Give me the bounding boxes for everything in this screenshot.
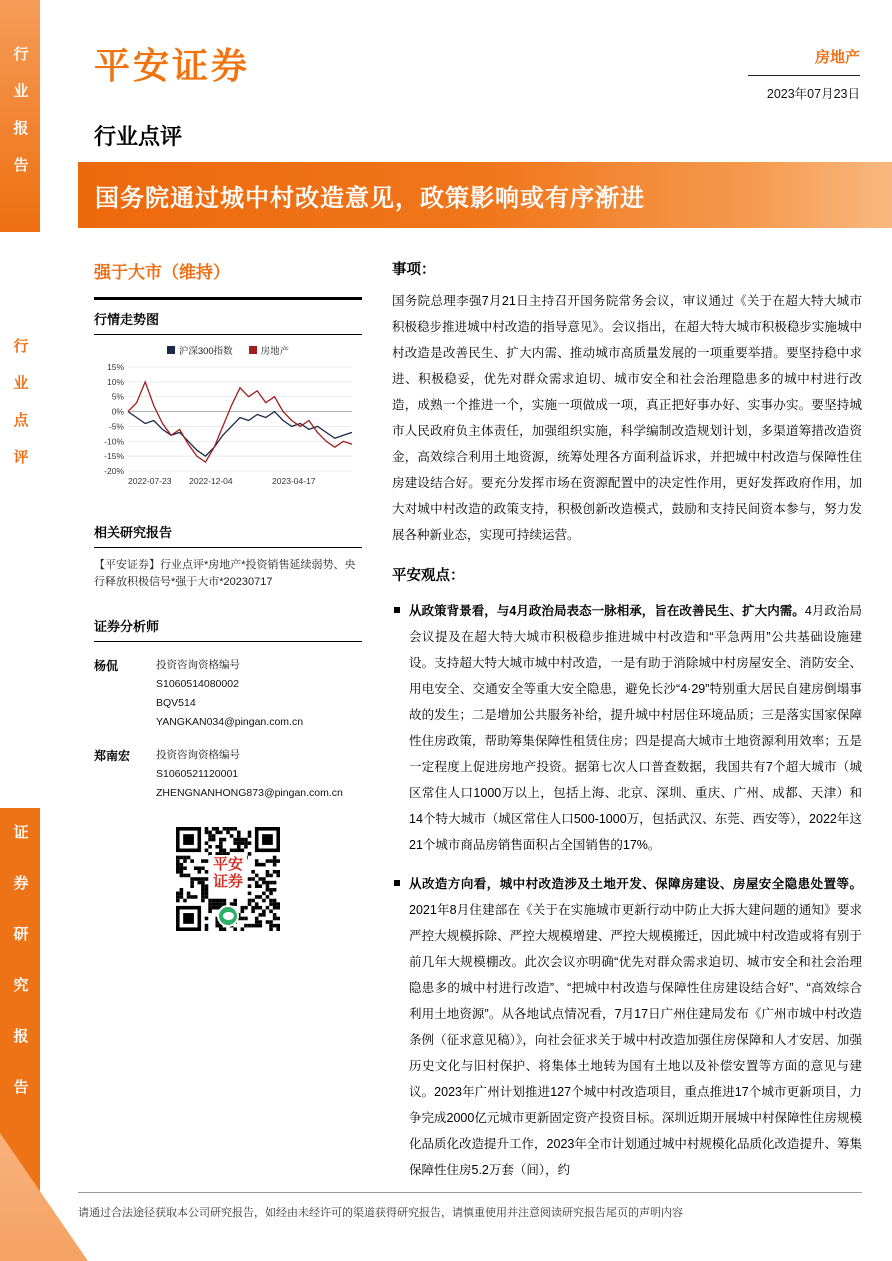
analyst-cert-label: 投资咨询资格编号 bbox=[156, 749, 240, 761]
legend-item: 房地产 bbox=[249, 343, 290, 357]
left-column bbox=[94, 258, 362, 1189]
chart-legend bbox=[94, 343, 362, 357]
analyst-row bbox=[94, 656, 362, 732]
content-columns bbox=[94, 258, 862, 1189]
analyst-cert-no: S1060514080002 bbox=[156, 678, 239, 690]
bullet-body: 2021年8月住建部在《关于在实施城市更新行动中防止大拆大建问题的通知》要求严控大规模拆除、严控大规模增建、严控大规模搬迁，因此城中村改造或将有别于前几年大规模棚改。此次会议亦明确“优先对群众需求迫切、城市安全和社会治理隐患多的城中村进行改造”、“把城中村改造与保障性住房建设结合好”、“高效综合利用土地资源”。从各地试点情况看，7月17日广州住建局发布《广州市城中村改造条例（征求意见稿）》，向社会征求关于城中村改造加强住房保障和人才安居、加强历史文化与旧村保护、将集体土地转为国有土地以及补偿安置等方面的意见与建议。2023年广州计划推进127个城中村改造项目，重点推进17个城市更新项目，力争完成2000亿元城市更新固定资产投资目标。深圳近期开展城中村保障性住房规模化品质化改造提升工作，2023年全市计划通过城中村规模化品质化改造提升、筹集保障性住房5.2万套（间），约 bbox=[409, 903, 862, 1177]
bullet-marker bbox=[394, 880, 400, 886]
viewpoint-bullet bbox=[392, 598, 862, 858]
analyst-cert-label: 投资咨询资格编号 bbox=[156, 659, 240, 671]
svg-text:2022-07-23: 2022-07-23 bbox=[128, 476, 172, 486]
sidebar-research-report-label: 证券研究报告 bbox=[11, 824, 29, 1130]
legend-item: 沪深300指数 bbox=[167, 343, 233, 357]
viewpoint-bullet bbox=[392, 871, 862, 1183]
bullet-lead: 从改造方向看，城中村改造涉及土地开发、保障房建设、房屋安全隐患处置等。 bbox=[409, 877, 862, 891]
title-banner bbox=[78, 162, 892, 228]
sidebar-report-type-label: 行业点评 bbox=[11, 338, 29, 486]
analyst-name: 杨侃 bbox=[94, 659, 119, 673]
bullet-text bbox=[409, 598, 862, 858]
bullet-text bbox=[409, 871, 862, 1183]
bullet-body: 4月政治局会议提及在超大特大城市积极稳步推进城中村改造和“平急两用”公共基础设施建设。支持超大特大城市城中村改造，一是有助于消除城中村房屋安全、消防安全、用电安全、交通安全等重大安全隐患，避免长沙“4·29”特别重大居民自建房倒塌事故的发生；二是增加公共服务补给，提升城中村居住环境品质；三是落实国家保障性住房政策，帮助筹集保障性租赁住房；四是提高大城市土地资源利用效率；五是一定程度上促进房地产投资。据第七次人口普查数据，我国共有7个超大城市（城区常住人口1000万以上，包括上海、北京、深圳、重庆、广州、成都、天津）和14个特大城市（城区常住人口500-1000万，包括武汉、东莞、西安等），2022年这21个城市商品房销售面积占全国销售的17%。 bbox=[409, 604, 862, 852]
analyst-info bbox=[156, 656, 303, 732]
sidebar-top-band bbox=[0, 0, 40, 232]
svg-text:-5%: -5% bbox=[108, 421, 124, 432]
svg-text:-10%: -10% bbox=[104, 436, 124, 447]
trend-chart bbox=[94, 359, 362, 497]
analyst-section-title: 证券分析师 bbox=[94, 607, 362, 642]
analyst-license: BQV514 bbox=[156, 697, 196, 709]
footer-disclaimer: 请通过合法途径获取本公司研究报告，如经由未经许可的渠道获得研究报告，请慎重使用并注意阅读研究报告尾页的声明内容 bbox=[78, 1192, 862, 1220]
wechat-icon bbox=[217, 905, 239, 927]
report-date: 2023年07月23日 bbox=[766, 87, 860, 101]
analyst-row bbox=[94, 746, 362, 803]
chart-section-title: 行情走势图 bbox=[94, 300, 362, 335]
related-report-item: 【平安证券】行业点评*房地产*投资销售延续弱势、央行释放积极信号*强于大市*20230717 bbox=[94, 559, 356, 588]
qr-brand-label: 平安证券 bbox=[209, 855, 247, 891]
svg-text:5%: 5% bbox=[111, 391, 124, 402]
analyst-info bbox=[156, 746, 343, 803]
analyst-cert-no: S1060521120001 bbox=[156, 768, 239, 780]
analyst-name: 郑南宏 bbox=[94, 749, 131, 763]
sidebar-mid-band bbox=[0, 338, 40, 538]
page-title: 国务院通过城中村改造意见，政策影响或有序渐进 bbox=[95, 184, 645, 212]
report-type-heading: 行业点评 bbox=[94, 124, 183, 149]
rating-badge: 强于大市（维持） bbox=[94, 263, 230, 282]
svg-text:15%: 15% bbox=[106, 362, 124, 372]
header-meta bbox=[748, 46, 860, 102]
svg-text:-15%: -15% bbox=[104, 451, 124, 462]
sector-label: 房地产 bbox=[748, 46, 860, 76]
right-column bbox=[392, 258, 862, 1189]
brand-logo: 平安证券 bbox=[94, 46, 251, 86]
bullet-marker bbox=[394, 607, 400, 613]
svg-text:0%: 0% bbox=[111, 406, 124, 417]
svg-text:10%: 10% bbox=[106, 376, 124, 387]
event-body: 国务院总理李强7月21日主持召开国务院常务会议，审议通过《关于在超大特大城市积极稳步推进城中村改造的指导意见》。会议指出，在超大特大城市积极稳步实施城中村改造是改善民生、扩大内需、推动城市高质量发展的一项重要举措。要坚持稳中求进、积极稳妥，优先对群众需求迫切、城市安全和社会治理隐患多的城中村进行改造，成熟一个推进一个，实施一项做成一项，真正把好事办好、实事办实。要坚持城市人民政府负主体责任，加强组织实施，科学编制改造规划计划，多渠道筹措改造资金，高效综合利用土地资源，统筹处理各方面利益诉求，并把城中村改造与保障性住房建设结合好。要充分发挥市场在资源配置中的决定性作用，更好发挥政府作用，加大对城中村改造的政策支持，积极创新改造模式，鼓励和支持民间资本参与，努力发展各种新业态，实现可持续运营。 bbox=[392, 294, 862, 542]
analyst-email: YANGKAN034@pingan.com.cn bbox=[156, 716, 304, 728]
svg-text:2023-04-17: 2023-04-17 bbox=[272, 476, 316, 486]
related-section-title: 相关研究报告 bbox=[94, 513, 362, 548]
sidebar-industry-report-label: 行业报告 bbox=[11, 46, 29, 194]
svg-text:-20%: -20% bbox=[104, 466, 124, 476]
bullet-lead: 从政策背景看，与4月政治局表态一脉相承，旨在改善民生、扩大内需。 bbox=[409, 604, 805, 618]
analyst-email: ZHENGNANHONG873@pingan.com.cn bbox=[156, 787, 343, 799]
qr-code bbox=[176, 827, 280, 931]
event-section-title: 事项： bbox=[392, 262, 436, 278]
svg-text:2022-12-04: 2022-12-04 bbox=[189, 476, 233, 486]
viewpoint-section-title: 平安观点： bbox=[392, 568, 465, 584]
